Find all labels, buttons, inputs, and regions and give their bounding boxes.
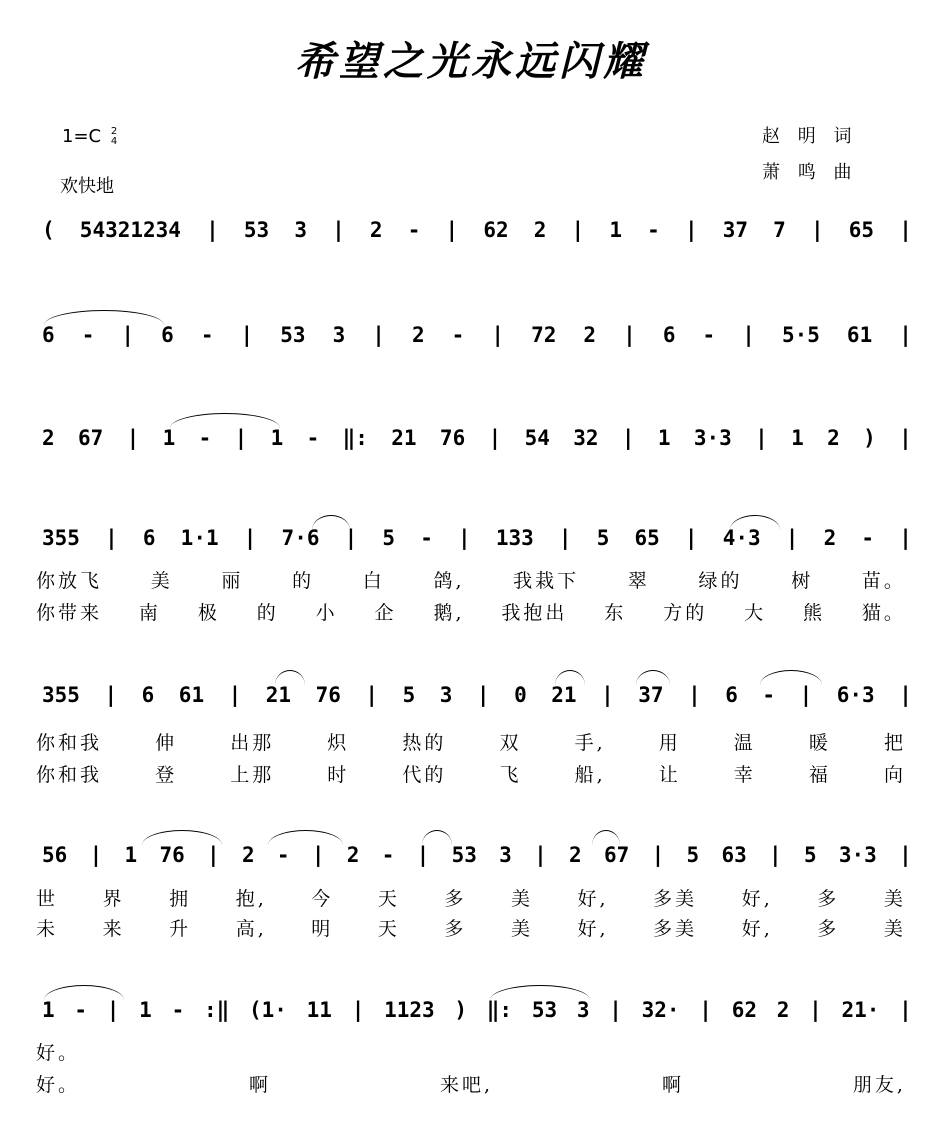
note-group: 56 <box>42 843 68 867</box>
note-group: 2 <box>369 218 383 242</box>
note-group: 5 <box>686 843 700 867</box>
note-group: - <box>276 843 290 867</box>
barline: | <box>534 843 547 867</box>
slur-mark <box>312 515 350 530</box>
lyric-line <box>36 730 906 756</box>
barline: | <box>228 683 242 707</box>
lyric-word: 绿的 <box>698 570 743 592</box>
lyric-word: 丽 <box>221 570 244 592</box>
note-group: - <box>198 426 212 450</box>
note-group: 2 <box>827 426 840 450</box>
lyric-word: 熊 <box>803 602 826 624</box>
barline: | <box>899 218 912 242</box>
lyric-word: 啊 <box>248 1074 271 1096</box>
slur-mark <box>44 985 124 1000</box>
barline: ‖: <box>342 426 368 450</box>
note-group: 5·5 <box>781 323 820 347</box>
lyric-word: 炽 <box>327 732 350 754</box>
notation-line <box>42 523 912 553</box>
note-group: 53 <box>280 323 306 347</box>
lyric-word: 苗。 <box>861 570 906 592</box>
note-group: - <box>702 323 716 347</box>
lyric-word: 你放飞 <box>36 570 103 592</box>
note-group: 3 <box>332 323 346 347</box>
lyric-word: 升 <box>169 918 192 940</box>
barline: | <box>684 526 698 550</box>
barline: | <box>207 843 220 867</box>
barline: | <box>458 526 471 550</box>
lyric-word: 白 <box>362 570 385 592</box>
note-group: 37 <box>722 218 749 242</box>
note-group: 6·3 <box>836 683 875 707</box>
note-group: 67 <box>603 843 630 867</box>
lyric-word: 啊 <box>661 1074 684 1096</box>
lyric-word: 明 <box>311 918 334 940</box>
lyric-word: 出那 <box>230 732 275 754</box>
barline: | <box>688 683 701 707</box>
lyric-word: 朋友, <box>852 1074 906 1096</box>
lyric-word: 企 <box>374 602 397 624</box>
note-group: 4·3 <box>722 526 761 550</box>
note-group: 2 <box>533 218 547 242</box>
lyric-word: 天 <box>377 888 400 910</box>
barline: | <box>445 218 459 242</box>
note-group: - <box>762 683 776 707</box>
lyric-word: 多 <box>817 888 840 910</box>
lyric-word: 的 <box>292 570 315 592</box>
note-group: 21· <box>841 998 880 1022</box>
note-group: - <box>861 526 875 550</box>
barline: | <box>623 323 636 347</box>
lyric-word: 拥 <box>169 888 192 910</box>
slur-mark <box>422 830 452 845</box>
barline: | <box>206 218 219 242</box>
slur-mark <box>44 310 164 325</box>
note-group: 6 <box>161 323 174 347</box>
note-group: 1 <box>42 998 55 1022</box>
slur-mark <box>730 515 780 530</box>
lyric-word: 未 <box>36 918 59 940</box>
barline: | <box>104 683 118 707</box>
lyric-line <box>36 886 906 912</box>
key-label: 1=C <box>62 126 102 147</box>
note-group: 1 <box>124 843 138 867</box>
lyric-word: 大 <box>744 602 767 624</box>
note-group: 53 <box>451 843 477 867</box>
lyric-word: 的 <box>256 602 279 624</box>
lyric-word: 小 <box>315 602 338 624</box>
note-group: 11 <box>306 998 332 1022</box>
barline: | <box>899 426 912 450</box>
lyric-word: 好, <box>741 918 773 940</box>
lyric-word: 向 <box>883 764 906 786</box>
note-group: - <box>306 426 320 450</box>
note-group: - <box>200 323 214 347</box>
note-group: ( <box>42 218 55 242</box>
note-group: 5 <box>382 526 396 550</box>
barline: | <box>810 218 824 242</box>
barline: | <box>105 526 118 550</box>
note-group: 61 <box>846 323 873 347</box>
lyric-word: 翠 <box>627 570 650 592</box>
note-group: - <box>647 218 660 242</box>
note-group: - <box>407 218 421 242</box>
barline: | <box>491 323 505 347</box>
slur-mark <box>555 670 585 685</box>
note-group: 355 <box>42 683 80 707</box>
note-group: 21 <box>551 683 577 707</box>
lyric-word: 多美 <box>653 918 698 940</box>
note-group: 3 <box>439 683 453 707</box>
barline: | <box>899 526 912 550</box>
slur-mark <box>592 830 620 845</box>
barline: | <box>351 998 365 1022</box>
barline: | <box>344 526 358 550</box>
barline: | <box>126 426 140 450</box>
time-top: 2 <box>110 126 118 137</box>
barline: | <box>365 683 379 707</box>
note-group: 6 <box>662 323 676 347</box>
note-group: 54 <box>524 426 550 450</box>
lyric-word: 代的 <box>402 764 447 786</box>
lyric-word: 美 <box>883 888 906 910</box>
lyric-word: 多美 <box>653 888 698 910</box>
barline: | <box>699 998 712 1022</box>
barline: | <box>571 218 585 242</box>
notation-tokens <box>42 523 912 553</box>
barline: | <box>234 426 248 450</box>
note-group: ) <box>863 426 876 450</box>
notation-line <box>42 320 912 350</box>
lyric-word: 好, <box>741 888 773 910</box>
lyric-word: 伸 <box>155 732 178 754</box>
note-group: 76 <box>159 843 185 867</box>
lyric-word: 温 <box>733 732 756 754</box>
time-signature <box>111 127 117 147</box>
lyric-word: 美 <box>150 570 173 592</box>
lyric-word: 天 <box>377 918 400 940</box>
slur-mark <box>760 670 822 685</box>
note-group: 2 <box>569 843 582 867</box>
note-group: 6 <box>42 323 55 347</box>
note-group: 2 <box>241 843 255 867</box>
note-group: 6 <box>142 526 156 550</box>
song-title: 希望之光永远闪耀 <box>295 38 647 85</box>
barline: | <box>785 526 799 550</box>
lyric-word: 美 <box>510 918 533 940</box>
slur-mark <box>268 830 343 845</box>
lyric-word: 世 <box>36 888 59 910</box>
notation-line <box>42 215 912 245</box>
barline: | <box>742 323 755 347</box>
lyric-word: 多 <box>817 918 840 940</box>
note-group: 355 <box>42 526 80 550</box>
note-group: 37 <box>638 683 664 707</box>
note-group: 53 <box>243 218 270 242</box>
note-group: 3 <box>499 843 512 867</box>
lyric-word: 时 <box>327 764 350 786</box>
barline: | <box>651 843 665 867</box>
barline: | <box>240 323 254 347</box>
note-group: 1123 <box>384 998 435 1022</box>
note-group: 54321234 <box>79 218 181 242</box>
note-group: 1 <box>139 998 152 1022</box>
barline: | <box>243 526 257 550</box>
notation-tokens <box>42 320 912 350</box>
lyric-word: 美 <box>883 918 906 940</box>
note-group: 2 <box>411 323 425 347</box>
lyric-word: 把 <box>883 732 906 754</box>
lyric-word: 我抱出 <box>501 602 568 624</box>
note-group: - <box>74 998 88 1022</box>
lyric-word: 我栽下 <box>513 570 580 592</box>
note-group: 3 <box>294 218 307 242</box>
barline: | <box>601 683 614 707</box>
barline: | <box>755 426 768 450</box>
note-group: 2 <box>776 998 790 1022</box>
lyric-word: 好。 <box>36 1074 81 1096</box>
note-group: - <box>381 843 395 867</box>
barline: ‖: <box>486 998 513 1022</box>
lyric-word: 你和我 <box>36 764 103 786</box>
note-group: 32 <box>573 426 599 450</box>
lyric-word: 双 <box>499 732 522 754</box>
barline: | <box>799 683 813 707</box>
lyric-word: 来吧, <box>439 1074 493 1096</box>
lyric-word: 登 <box>155 764 178 786</box>
lyric-word: 你带来 <box>36 602 103 624</box>
note-group: 1·1 <box>180 526 219 550</box>
note-group: 2 <box>42 426 55 450</box>
note-group: 65 <box>634 526 660 550</box>
barline: | <box>476 683 490 707</box>
lyric-word: 让 <box>658 764 681 786</box>
note-group: 1 <box>657 426 671 450</box>
note-group: 5 <box>596 526 610 550</box>
note-group: 2 <box>583 323 597 347</box>
lyric-word: 极 <box>197 602 220 624</box>
lyric-word: 东 <box>604 602 627 624</box>
barline: | <box>899 683 912 707</box>
note-group: 62 <box>483 218 509 242</box>
barline: | <box>899 843 912 867</box>
barline: | <box>809 998 822 1022</box>
barline: :‖ <box>203 998 230 1022</box>
barline: | <box>332 218 345 242</box>
time-bottom: 4 <box>110 136 118 147</box>
lyric-word: 南 <box>138 602 161 624</box>
note-group: 7 <box>773 218 786 242</box>
lyric-word: 高, <box>235 918 267 940</box>
barline: | <box>488 426 502 450</box>
note-group: 53 <box>531 998 558 1022</box>
key-signature <box>62 126 117 147</box>
lyric-word: 抱, <box>235 888 267 910</box>
note-group: 61 <box>178 683 205 707</box>
note-group: 67 <box>78 426 104 450</box>
lyric-word: 用 <box>658 732 681 754</box>
lyric-word: 好。 <box>36 1042 81 1064</box>
lyric-word: 多 <box>444 918 467 940</box>
barline: | <box>372 323 385 347</box>
note-group: 133 <box>495 526 534 550</box>
tempo-marking: 欢快地 <box>60 176 114 197</box>
note-group: - <box>420 526 433 550</box>
lyric-line <box>36 1040 906 1066</box>
barline: | <box>621 426 635 450</box>
lyric-word: 树 <box>791 570 814 592</box>
slur-mark <box>490 985 590 1000</box>
note-group: 2 <box>346 843 360 867</box>
barline: | <box>558 526 572 550</box>
lyric-word: 你和我 <box>36 732 103 754</box>
barline: | <box>311 843 325 867</box>
barline: | <box>121 323 135 347</box>
barline: | <box>89 843 103 867</box>
lyric-word: 美 <box>510 888 533 910</box>
lyric-word: 船, <box>574 764 606 786</box>
lyric-word: 幸 <box>733 764 756 786</box>
lyric-word: 好, <box>577 888 609 910</box>
lyric-word: 上那 <box>230 764 275 786</box>
note-group: 0 <box>514 683 527 707</box>
lyricist-credit: 赵 明 词 <box>762 126 858 147</box>
note-group: 6 <box>141 683 155 707</box>
lyric-line <box>36 916 906 942</box>
note-group: 1 <box>609 218 622 242</box>
note-group: 1 <box>791 426 804 450</box>
lyric-word: 鹅, <box>433 602 465 624</box>
note-group: (1· <box>248 998 287 1022</box>
note-group: 21 <box>391 426 417 450</box>
note-group: 1 <box>270 426 284 450</box>
barline: | <box>899 323 912 347</box>
lyric-word: 多 <box>444 888 467 910</box>
note-group: - <box>171 998 185 1022</box>
note-group: 5 <box>402 683 416 707</box>
lyric-line <box>36 600 906 626</box>
lyric-line <box>36 568 906 594</box>
lyric-line <box>36 1072 906 1098</box>
lyric-word: 暖 <box>808 732 831 754</box>
lyric-word: 鸽, <box>433 570 465 592</box>
slur-mark <box>636 670 670 685</box>
composer-credit: 萧 鸣 曲 <box>762 162 858 183</box>
barline: | <box>609 998 622 1022</box>
barline: | <box>106 998 120 1022</box>
lyric-word: 方的 <box>663 602 708 624</box>
note-group: 1 <box>162 426 176 450</box>
note-group: 63 <box>721 843 747 867</box>
note-group: 7·6 <box>281 526 320 550</box>
note-group: 32· <box>641 998 680 1022</box>
slur-mark <box>142 830 222 845</box>
lyric-word: 好, <box>577 918 609 940</box>
note-group: 3·3 <box>838 843 877 867</box>
note-group: 65 <box>848 218 875 242</box>
note-group: ) <box>454 998 468 1022</box>
notation-tokens <box>42 995 912 1025</box>
note-group: 6 <box>725 683 738 707</box>
lyric-word: 手, <box>574 732 606 754</box>
note-group: 62 <box>731 998 757 1022</box>
note-group: - <box>81 323 95 347</box>
note-group: 21 <box>265 683 292 707</box>
lyric-word: 界 <box>102 888 125 910</box>
lyric-line <box>36 762 906 788</box>
note-group: 3·3 <box>693 426 732 450</box>
barline: | <box>769 843 782 867</box>
lyric-word: 猫。 <box>861 602 906 624</box>
note-group: 76 <box>315 683 341 707</box>
barline: | <box>684 218 698 242</box>
lyric-word: 福 <box>808 764 831 786</box>
notation-tokens <box>42 215 912 245</box>
note-group: 72 <box>531 323 557 347</box>
lyric-word: 飞 <box>499 764 522 786</box>
note-group: 2 <box>823 526 837 550</box>
lyric-word: 热的 <box>402 732 447 754</box>
lyric-word: 今 <box>311 888 334 910</box>
note-group: - <box>451 323 465 347</box>
barline: | <box>416 843 430 867</box>
barline: | <box>899 998 912 1022</box>
notation-line <box>42 995 912 1025</box>
slur-mark <box>170 413 280 428</box>
lyric-word: 来 <box>102 918 125 940</box>
slur-mark <box>275 670 305 685</box>
note-group: 5 <box>803 843 817 867</box>
note-group: 3 <box>576 998 590 1022</box>
note-group: 76 <box>439 426 466 450</box>
